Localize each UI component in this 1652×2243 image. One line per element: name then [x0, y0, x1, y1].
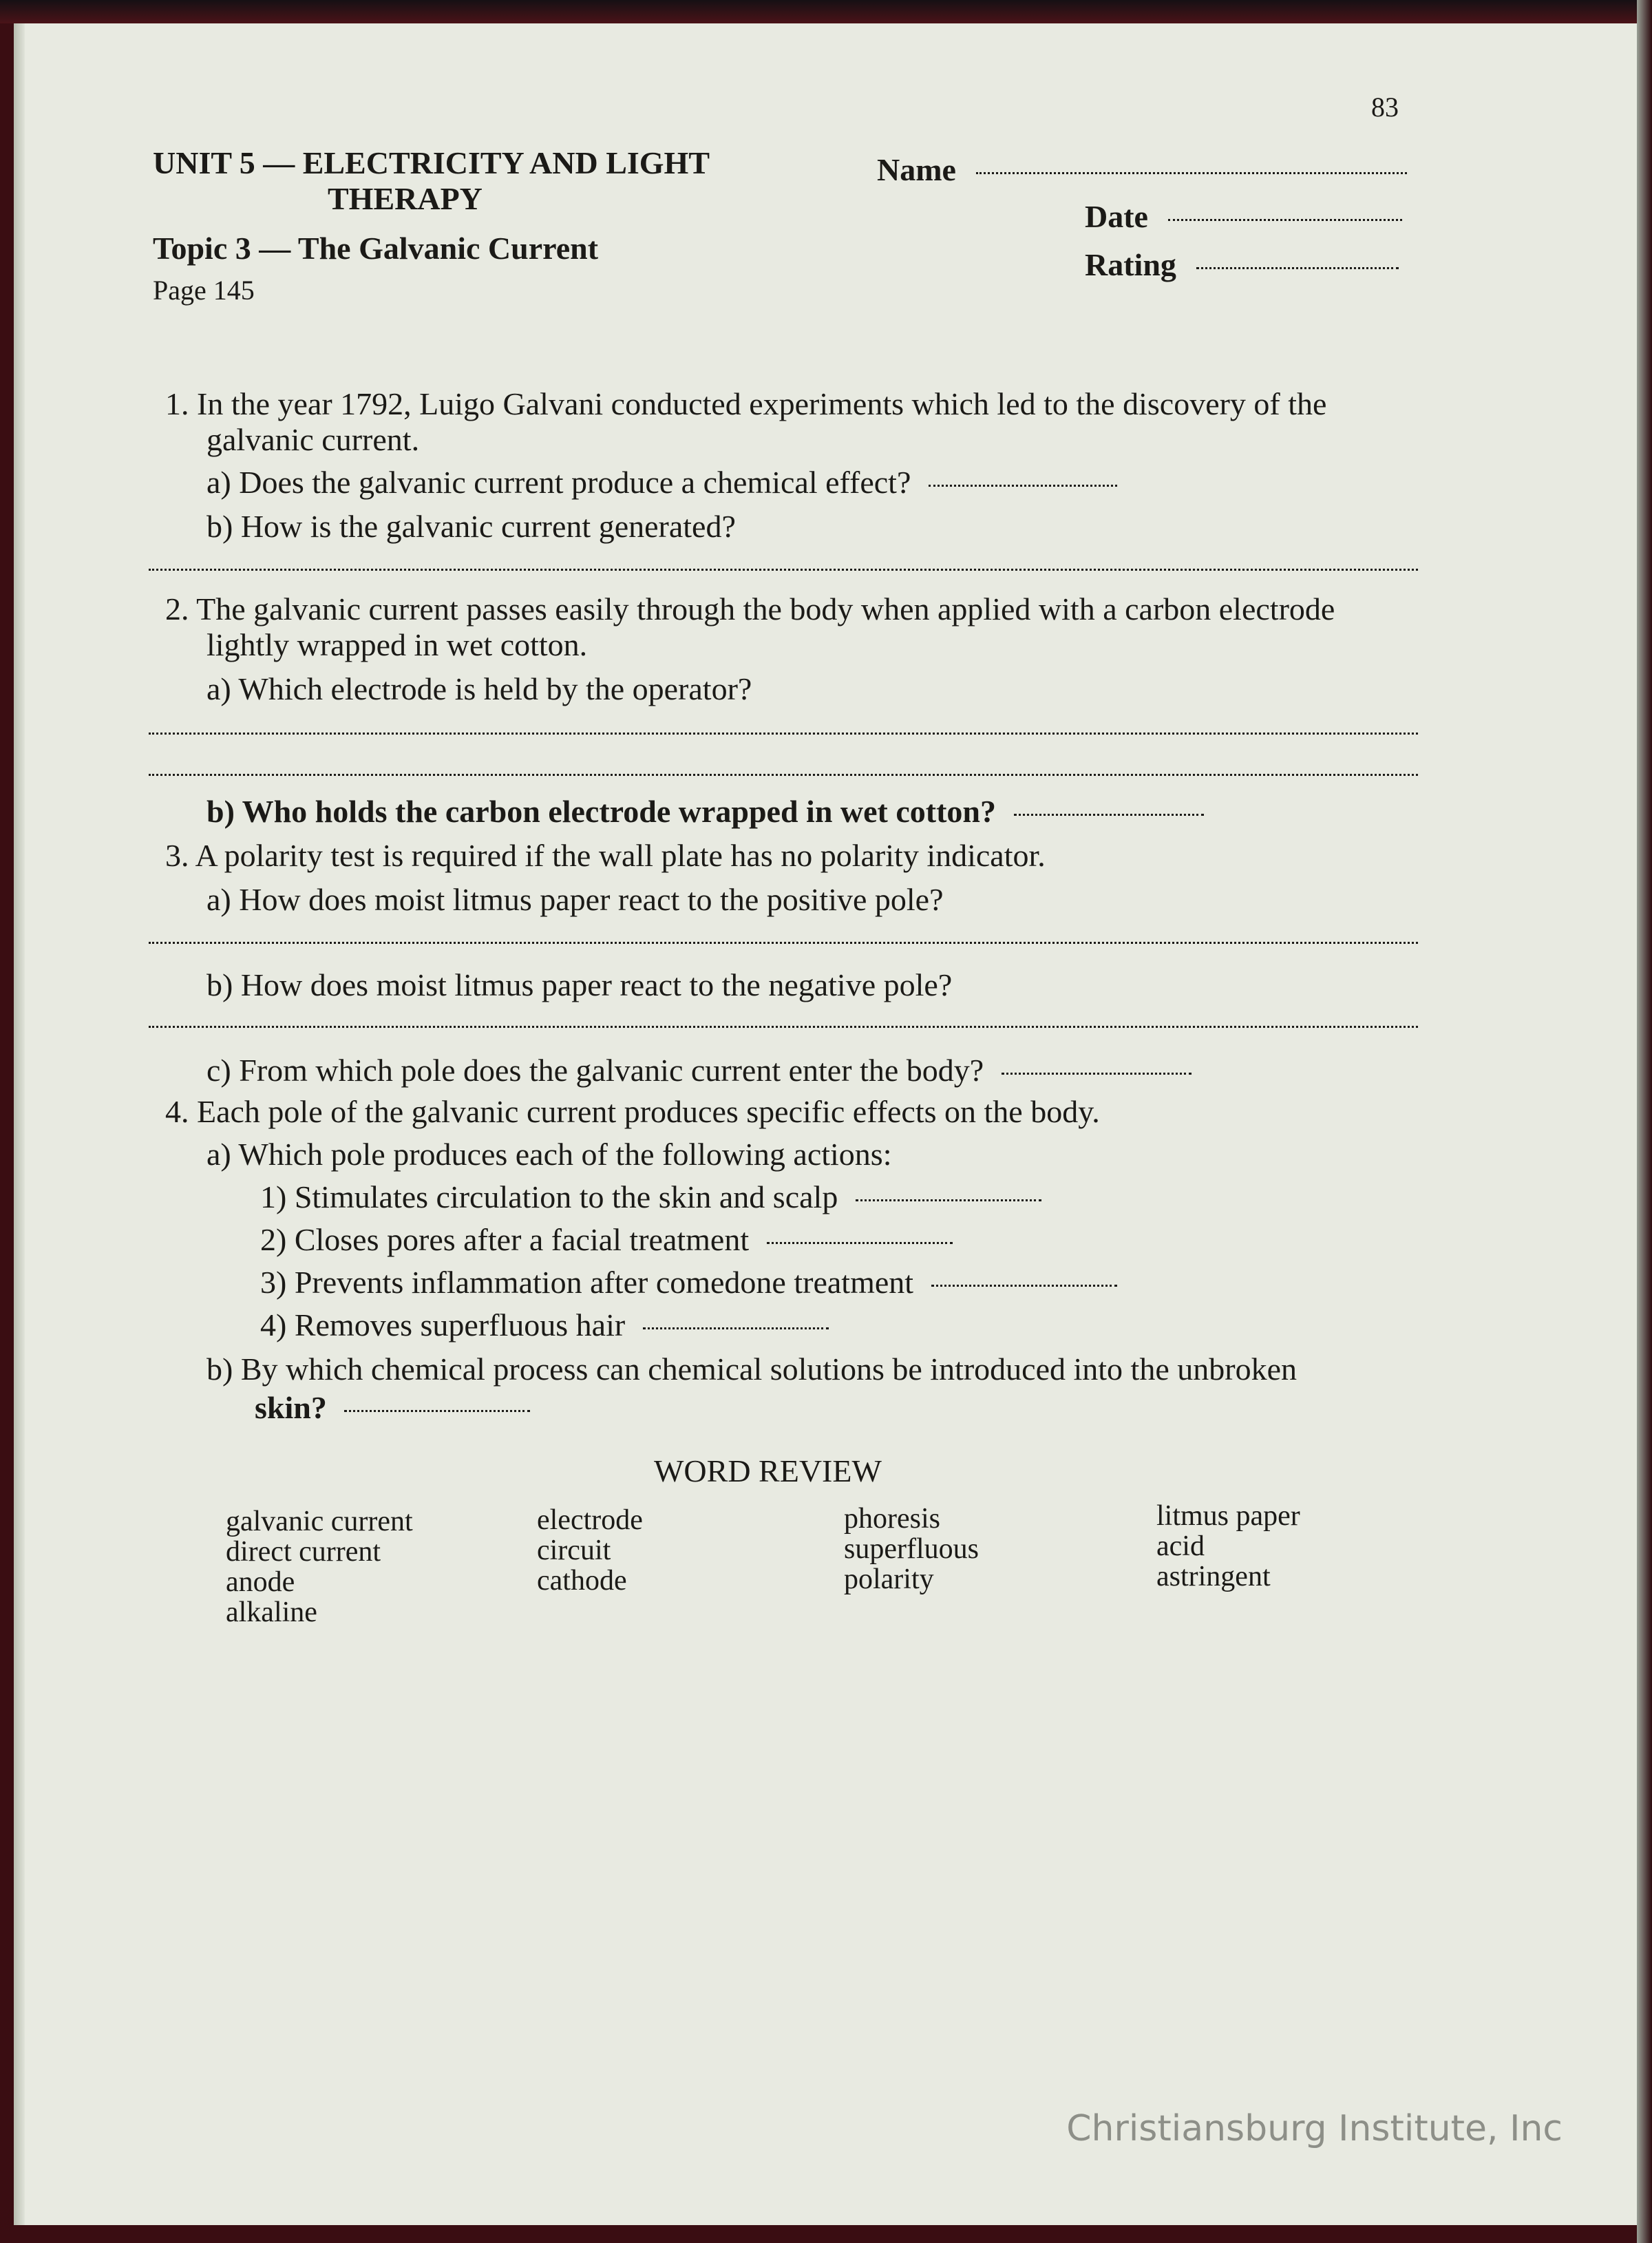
question-2b-blank[interactable] [1014, 814, 1204, 816]
name-label: Name [877, 152, 956, 187]
question-3a-answer-line[interactable] [149, 942, 1418, 944]
question-1a-blank[interactable] [929, 485, 1117, 487]
question-1a [206, 464, 1117, 501]
word-superfluous: superfluous [844, 1533, 979, 1565]
rating-field[interactable] [1085, 246, 1399, 283]
word-astringent: astringent [1156, 1561, 1271, 1592]
question-1b-answer-line[interactable] [149, 569, 1418, 571]
worksheet-page [18, 23, 1638, 2225]
question-2b-text: b) Who holds the carbon electrode wrapped in wet cotton? [206, 794, 997, 829]
word-electrode: electrode [537, 1504, 643, 1536]
date-label: Date [1085, 199, 1148, 234]
question-4a-item-3-text: 3) Prevents inflammation after comedone treatment [260, 1265, 914, 1300]
question-1-text-cont: galvanic current. [206, 422, 420, 457]
question-1a-text: a) Does the galvanic current produce a chemical effect? [206, 465, 911, 500]
question-4b-text-cont: skin? [255, 1390, 327, 1425]
word-alkaline: alkaline [226, 1597, 317, 1628]
question-4a-item-1 [260, 1179, 1041, 1215]
question-4a-item-3-blank[interactable] [931, 1285, 1117, 1287]
date-blank[interactable] [1168, 219, 1402, 221]
rating-label: Rating [1085, 247, 1176, 282]
word-phoresis: phoresis [844, 1503, 940, 1535]
topic-title: Topic 3 — The Galvanic Current [153, 231, 599, 266]
question-4b-blank[interactable] [344, 1410, 530, 1412]
question-3c-text: c) From which pole does the galvanic current enter the body? [206, 1053, 984, 1088]
question-2b [206, 793, 1204, 830]
question-4a-item-1-blank[interactable] [856, 1199, 1041, 1201]
scan-left-edge [14, 23, 25, 2225]
archive-watermark: Christiansburg Institute, Inc [1066, 2108, 1563, 2149]
question-3c-blank[interactable] [1002, 1073, 1192, 1075]
date-field[interactable] [1085, 198, 1402, 235]
question-4b-text: b) By which chemical process can chemical solutions be introduced into the unbroken [206, 1351, 1297, 1387]
word-acid: acid [1156, 1530, 1205, 1562]
word-direct-current: direct current [226, 1536, 381, 1568]
question-4a-text: a) Which pole produces each of the following actions: [206, 1137, 892, 1172]
question-4a-item-4 [260, 1307, 829, 1343]
name-blank[interactable] [976, 172, 1407, 174]
page-reference: Page 145 [153, 275, 255, 306]
unit-title-line2: THERAPY [328, 181, 483, 216]
question-4a-item-2-text: 2) Closes pores after a facial treatment [260, 1222, 750, 1257]
question-2a-answer-line-2[interactable] [149, 774, 1418, 776]
question-4a-item-2 [260, 1221, 953, 1258]
question-3b-answer-line[interactable] [149, 1026, 1418, 1028]
question-3-text: 3. A polarity test is required if the wall plate has no polarity indicator. [165, 838, 1046, 873]
rating-blank[interactable] [1196, 267, 1399, 269]
word-review-title: WORD REVIEW [654, 1453, 882, 1488]
question-4a-item-4-blank[interactable] [643, 1327, 829, 1329]
word-circuit: circuit [537, 1535, 611, 1566]
question-1b-text: b) How is the galvanic current generated? [206, 509, 736, 544]
question-3b-text: b) How does moist litmus paper react to the negative pole? [206, 967, 953, 1002]
question-2a-text: a) Which electrode is held by the operator? [206, 671, 752, 706]
unit-title-line1: UNIT 5 — ELECTRICITY AND LIGHT [153, 145, 710, 180]
question-4a-item-2-blank[interactable] [767, 1242, 953, 1244]
question-4a-item-1-text: 1) Stimulates circulation to the skin and scalp [260, 1179, 838, 1214]
word-polarity: polarity [844, 1563, 934, 1595]
question-1-text: 1. In the year 1792, Luigo Galvani conducted experiments which led to the discovery of the [165, 386, 1327, 421]
question-4b-cont [255, 1389, 530, 1426]
word-litmus-paper: litmus paper [1156, 1500, 1300, 1532]
question-3c [206, 1052, 1192, 1088]
question-2-text-cont: lightly wrapped in wet cotton. [206, 627, 588, 662]
page-number: 83 [1371, 92, 1399, 123]
word-cathode: cathode [537, 1565, 627, 1597]
name-field[interactable] [877, 151, 1407, 188]
question-2-text: 2. The galvanic current passes easily through the body when applied with a carbon electrode [165, 591, 1335, 626]
scan-top-edge [0, 0, 1652, 23]
question-4-text: 4. Each pole of the galvanic current produces specific effects on the body. [165, 1094, 1100, 1129]
question-4a-item-4-text: 4) Removes superfluous hair [260, 1307, 626, 1342]
question-3a-text: a) How does moist litmus paper react to the positive pole? [206, 882, 944, 917]
scan-right-edge [1637, 0, 1652, 2243]
word-galvanic-current: galvanic current [226, 1506, 413, 1537]
question-2a-answer-line-1[interactable] [149, 733, 1418, 735]
word-anode: anode [226, 1566, 295, 1598]
question-4a-item-3 [260, 1264, 1117, 1300]
